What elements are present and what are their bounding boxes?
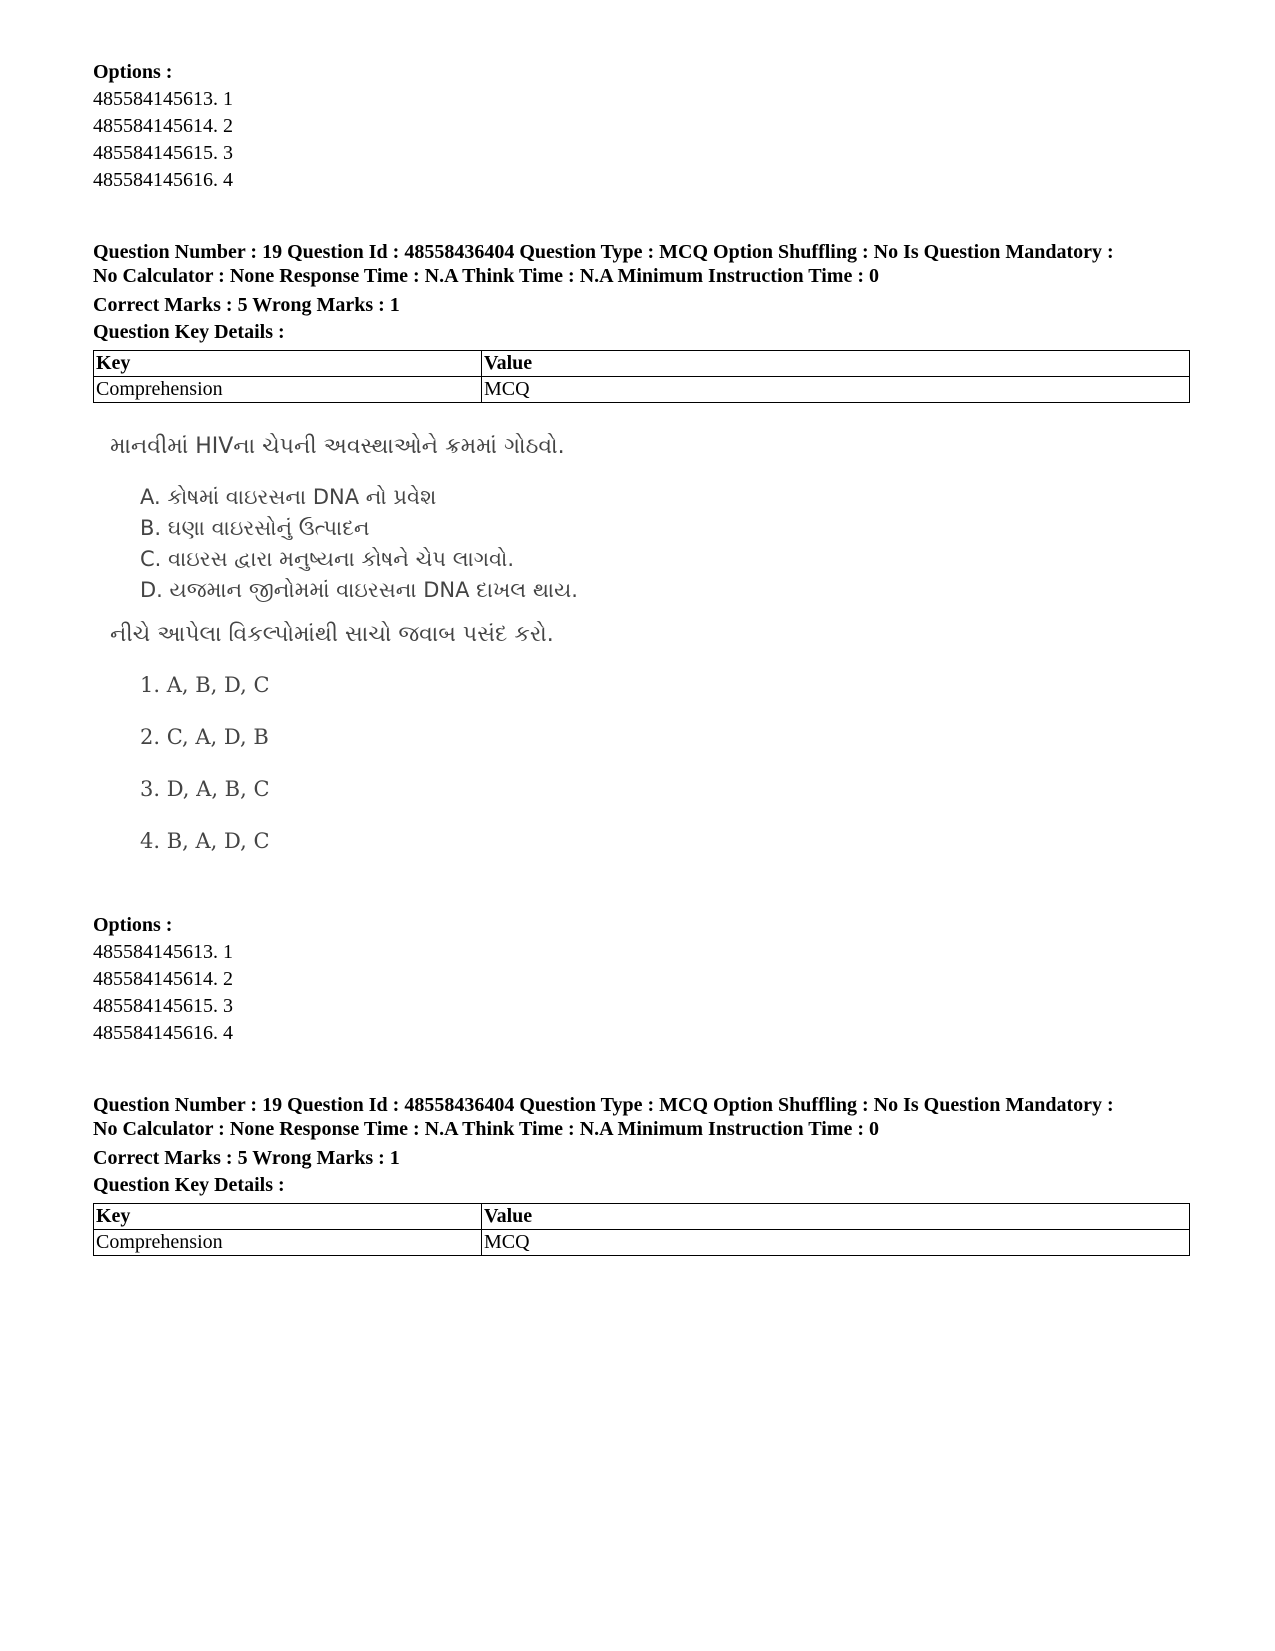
table-cell-key: Comprehension xyxy=(94,377,482,403)
table-cell-key: Comprehension xyxy=(94,1230,482,1256)
question-stem: માનવીમાં HIVના ચેપની અવસ્થાઓને ક્રમમાં ગોઠવો. xyxy=(110,434,565,459)
question-meta-line-1: Question Number : 19 Question Id : 48558436404 Question Type : MCQ Option Shuffling : No Is Question Mandatory : xyxy=(93,1094,1114,1116)
table-header-key: Key xyxy=(94,351,482,377)
key-details-heading: Question Key Details : xyxy=(93,321,285,343)
option-item: 485584145616. 4 xyxy=(93,169,233,191)
option-item: 485584145613. 1 xyxy=(93,88,233,110)
choice-2: 2. C, A, D, B xyxy=(140,725,269,749)
question-meta-line-2: No Calculator : None Response Time : N.A Think Time : N.A Minimum Instruction Time : 0 xyxy=(93,1118,879,1140)
statement-a: A. કોષમાં વાઇરસના DNA નો પ્રવેશ xyxy=(140,485,437,509)
table-header-key: Key xyxy=(94,1204,482,1230)
marks-line: Correct Marks : 5 Wrong Marks : 1 xyxy=(93,1147,400,1169)
marks-line: Correct Marks : 5 Wrong Marks : 1 xyxy=(93,294,400,316)
table-cell-value: MCQ xyxy=(482,377,1190,403)
table-cell-value: MCQ xyxy=(482,1230,1190,1256)
option-item: 485584145616. 4 xyxy=(93,1022,233,1044)
key-value-table-1 xyxy=(93,350,1190,403)
option-item: 485584145614. 2 xyxy=(93,968,233,990)
option-item: 485584145615. 3 xyxy=(93,995,233,1017)
options-heading: Options : xyxy=(93,61,173,83)
statement-b: B. ઘણા વાઇરસોનું ઉત્પાદન xyxy=(140,516,370,540)
options-block-bottom xyxy=(93,912,233,1047)
question-image xyxy=(110,432,630,902)
question-instruction: નીચે આપેલા વિકલ્પોમાંથી સાચો જવાબ પસંદ કરો. xyxy=(110,622,554,647)
table-header-value: Value xyxy=(482,351,1190,377)
question-meta-line-2: No Calculator : None Response Time : N.A Think Time : N.A Minimum Instruction Time : 0 xyxy=(93,265,879,287)
question-meta-line-1: Question Number : 19 Question Id : 48558436404 Question Type : MCQ Option Shuffling : No Is Question Mandatory : xyxy=(93,241,1114,263)
statement-c: C. વાઇરસ દ્વારા મનુષ્યના કોષને ચેપ લાગવો. xyxy=(140,547,515,571)
table-header-value: Value xyxy=(482,1204,1190,1230)
choice-1: 1. A, B, D, C xyxy=(140,673,270,697)
choice-3: 3. D, A, B, C xyxy=(140,777,270,801)
options-heading: Options : xyxy=(93,914,173,936)
choice-4: 4. B, A, D, C xyxy=(140,829,270,853)
key-details-heading: Question Key Details : xyxy=(93,1174,285,1196)
option-item: 485584145614. 2 xyxy=(93,115,233,137)
options-block-top xyxy=(93,59,233,194)
question-meta-1 xyxy=(93,240,1114,346)
question-meta-2 xyxy=(93,1093,1114,1199)
option-item: 485584145615. 3 xyxy=(93,142,233,164)
key-value-table-2 xyxy=(93,1203,1190,1256)
statement-d: D. યજમાન જીનોમમાં વાઇરસના DNA દાખલ થાય. xyxy=(140,578,578,602)
option-item: 485584145613. 1 xyxy=(93,941,233,963)
